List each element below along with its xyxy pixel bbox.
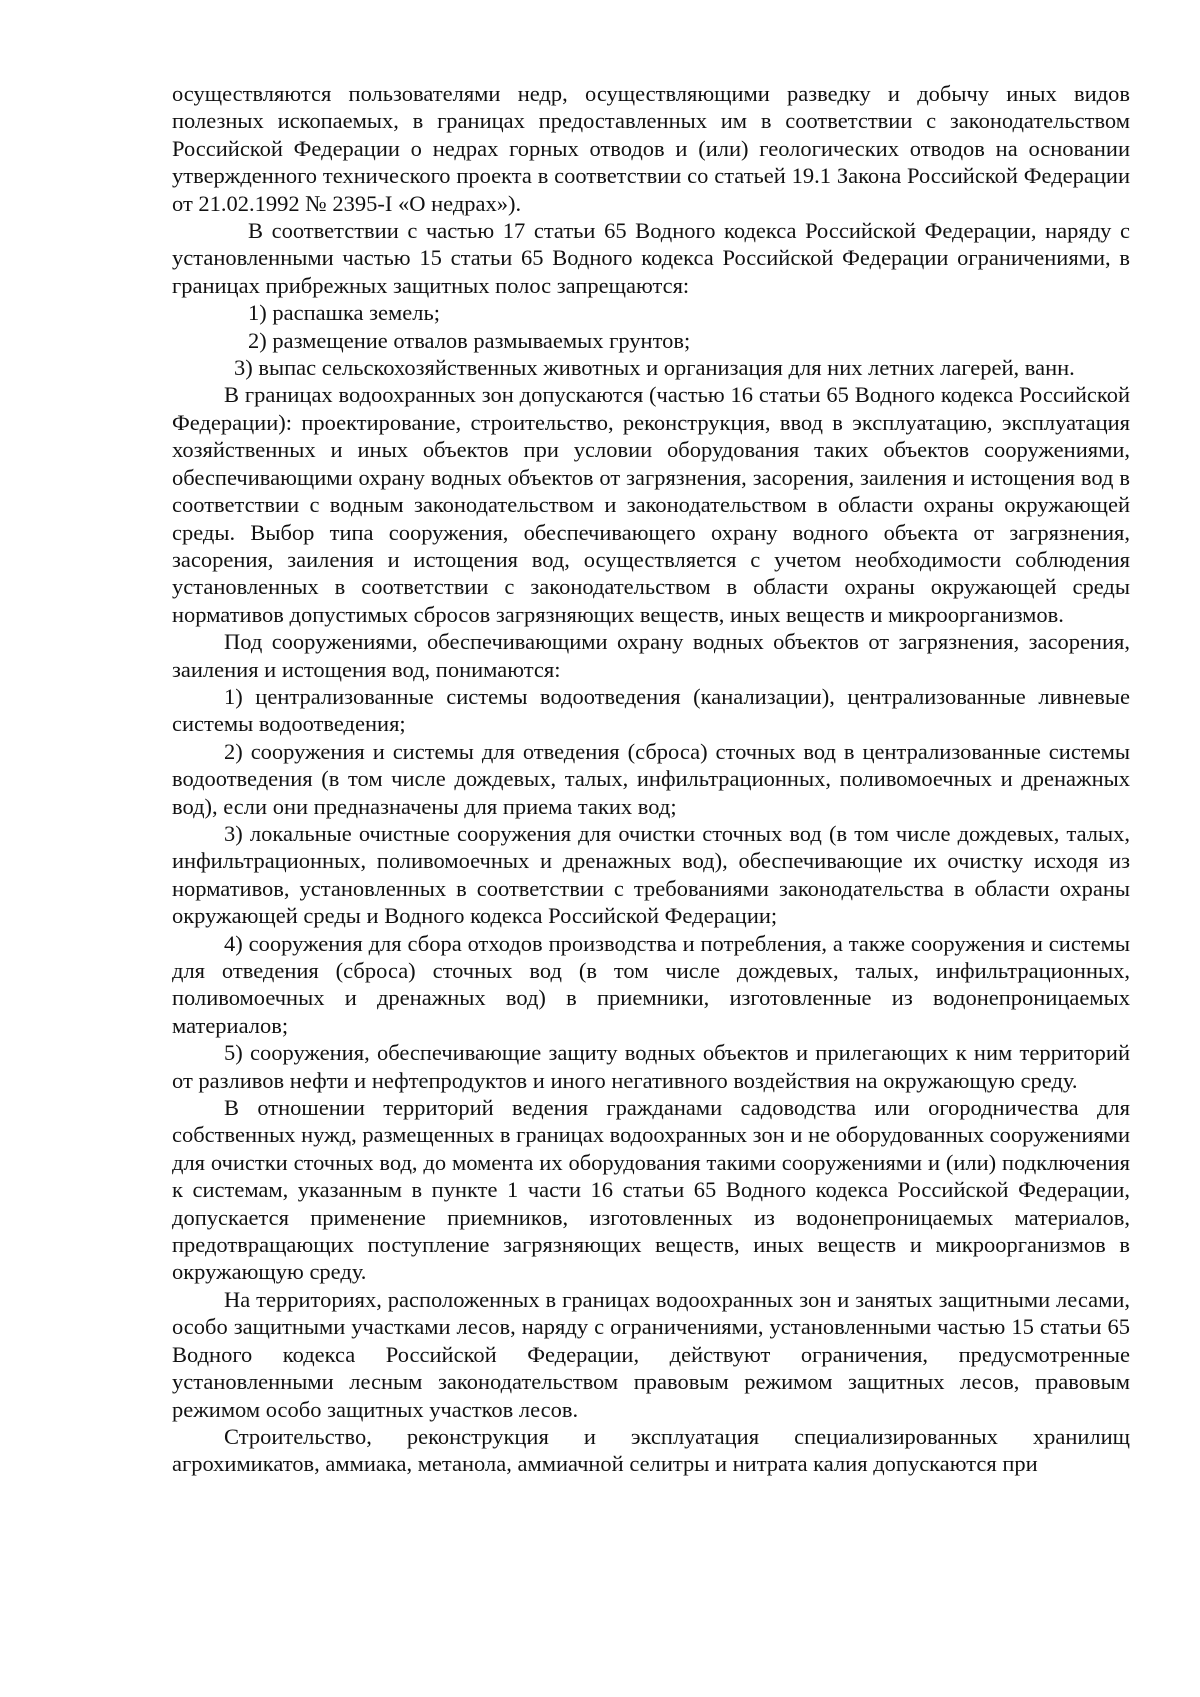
paragraph-protective-forests: На территориях, расположенных в границах водоохранных зон и занятых защитными лесами, особо защитными участками лесов, наряду с ограничениями, установленными частью 15 статьи 65 Водного кодекса Российской Федерации, действуют ограничения, предусмотренные установленными лесным законодательством правовым режимом защитных лесов, правовым режимом особо защитных участков лесов. xyxy=(172,1286,1130,1422)
paragraph-prohibitions-intro: В соответствии с частью 17 статьи 65 Водного кодекса Российской Федерации, наряду с установленными частью 15 статьи 65 Водного кодекса Российской Федерации ограничениями, в границах прибрежных защитных полос запрещаются: xyxy=(172,218,1130,298)
list-item-structures-1: 1) централизованные системы водоотведения (канализации), централизованные ливневые системы водоотведения; xyxy=(172,683,1130,737)
list-item-structures-4: 4) сооружения для сбора отходов производства и потребления, а также сооружения и системы для отведения (сброса) сточных вод (в том числе дождевых, талых, инфильтрационных, поливомоечных и дренажных вод) в приемники, изготовленные из водонепроницаемых материалов; xyxy=(172,930,1130,1038)
paragraph-gardening: В отношении территорий ведения гражданами садоводства или огородничества для собственных нужд, размещенных в границах водоохранных зон и не оборудованных сооружениями для очистки сточных вод, до момента их оборудования такими сооружениями и (или) подключения к системам, указанным в пункте 1 части 16 статьи 65 Водного кодекса Российской Федерации, допускается применение приемников, изготовленных из водонепроницаемых материалов, предотвращающих поступление загрязняющих веществ, иных веществ и микроорганизмов в окружающую среду. xyxy=(172,1095,1130,1285)
paragraph-structures-intro: Под сооружениями, обеспечивающими охрану водных объектов от загрязнения, засорения, заиления и истощения вод, понимаются: xyxy=(172,629,1130,682)
list-item-structures-3: 3) локальные очистные сооружения для очистки сточных вод (в том числе дождевых, талых, инфильтрационных, поливомоечных и дренажных вод), обеспечивающие их очистку исходя из нормативов, установленных в соответствии с требованиями законодательства в области охраны окружающей среды и Водного кодекса Российской Федерации; xyxy=(172,820,1130,929)
list-item-structures-2: 2) сооружения и системы для отведения (сброса) сточных вод в централизованные системы водоотведения (в том числе дождевых, талых, инфильтрационных, поливомоечных и дренажных вод), если они предназначены для приема таких вод; xyxy=(172,738,1130,819)
list-item-3-grazing: 3) выпас сельскохозяйственных животных и организация для них летних лагерей, ванн. xyxy=(234,355,1075,381)
paragraph-allowed-in-zones: В границах водоохранных зон допускаются (частью 16 статьи 65 Водного кодекса Российской Федерации): проектирование, строительство, реконструкция, ввод в эксплуатацию, эксплуатация хозяйственных и иных объектов при условии оборудования таких объектов сооружениями, обеспечивающими охрану водных объектов от загрязнения, засорения, заиления и истощения вод в соответствии с водным законодательством и законодательством в области охраны окружающей среды. Выбор типа сооружения, обеспечивающего охрану водного объекта от загрязнения, засорения, заиления и истощения вод, осуществляется с учетом необходимости соблюдения установленных в соответствии с законодательством в области охраны окружающей среды нормативов допустимых сбросов загрязняющих веществ, иных веществ и микроорганизмов. xyxy=(172,382,1130,627)
list-item-structures-5: 5) сооружения, обеспечивающие защиту водных объектов и прилегающих к ним территорий от разливов нефти и нефтепродуктов и иного негативного воздействия на окружающую среду. xyxy=(172,1040,1130,1093)
paragraph-continuation: осуществляются пользователями недр, осуществляющими разведку и добычу иных видов полезных ископаемых, в границах предоставленных им в соответствии с законодательством Российской Федерации о недрах горных отводов и (или) геологических отводов на основании утвержденного технического проекта в соответствии со статьей 19.1 Закона Российской Федерации от 21.02.1992 № 2395-I «О недрах»). xyxy=(172,81,1130,216)
list-item-2-dumps: 2) размещение отвалов размываемых грунтов; xyxy=(248,327,691,353)
list-item-1-plowing: 1) распашка земель; xyxy=(248,300,440,326)
paragraph-storage-facilities: Строительство, реконструкция и эксплуатация специализированных хранилищ агрохимикатов, аммиака, метанола, аммиачной селитры и нитрата калия допускаются при xyxy=(172,1423,1130,1477)
document-body xyxy=(172,80,1130,1478)
